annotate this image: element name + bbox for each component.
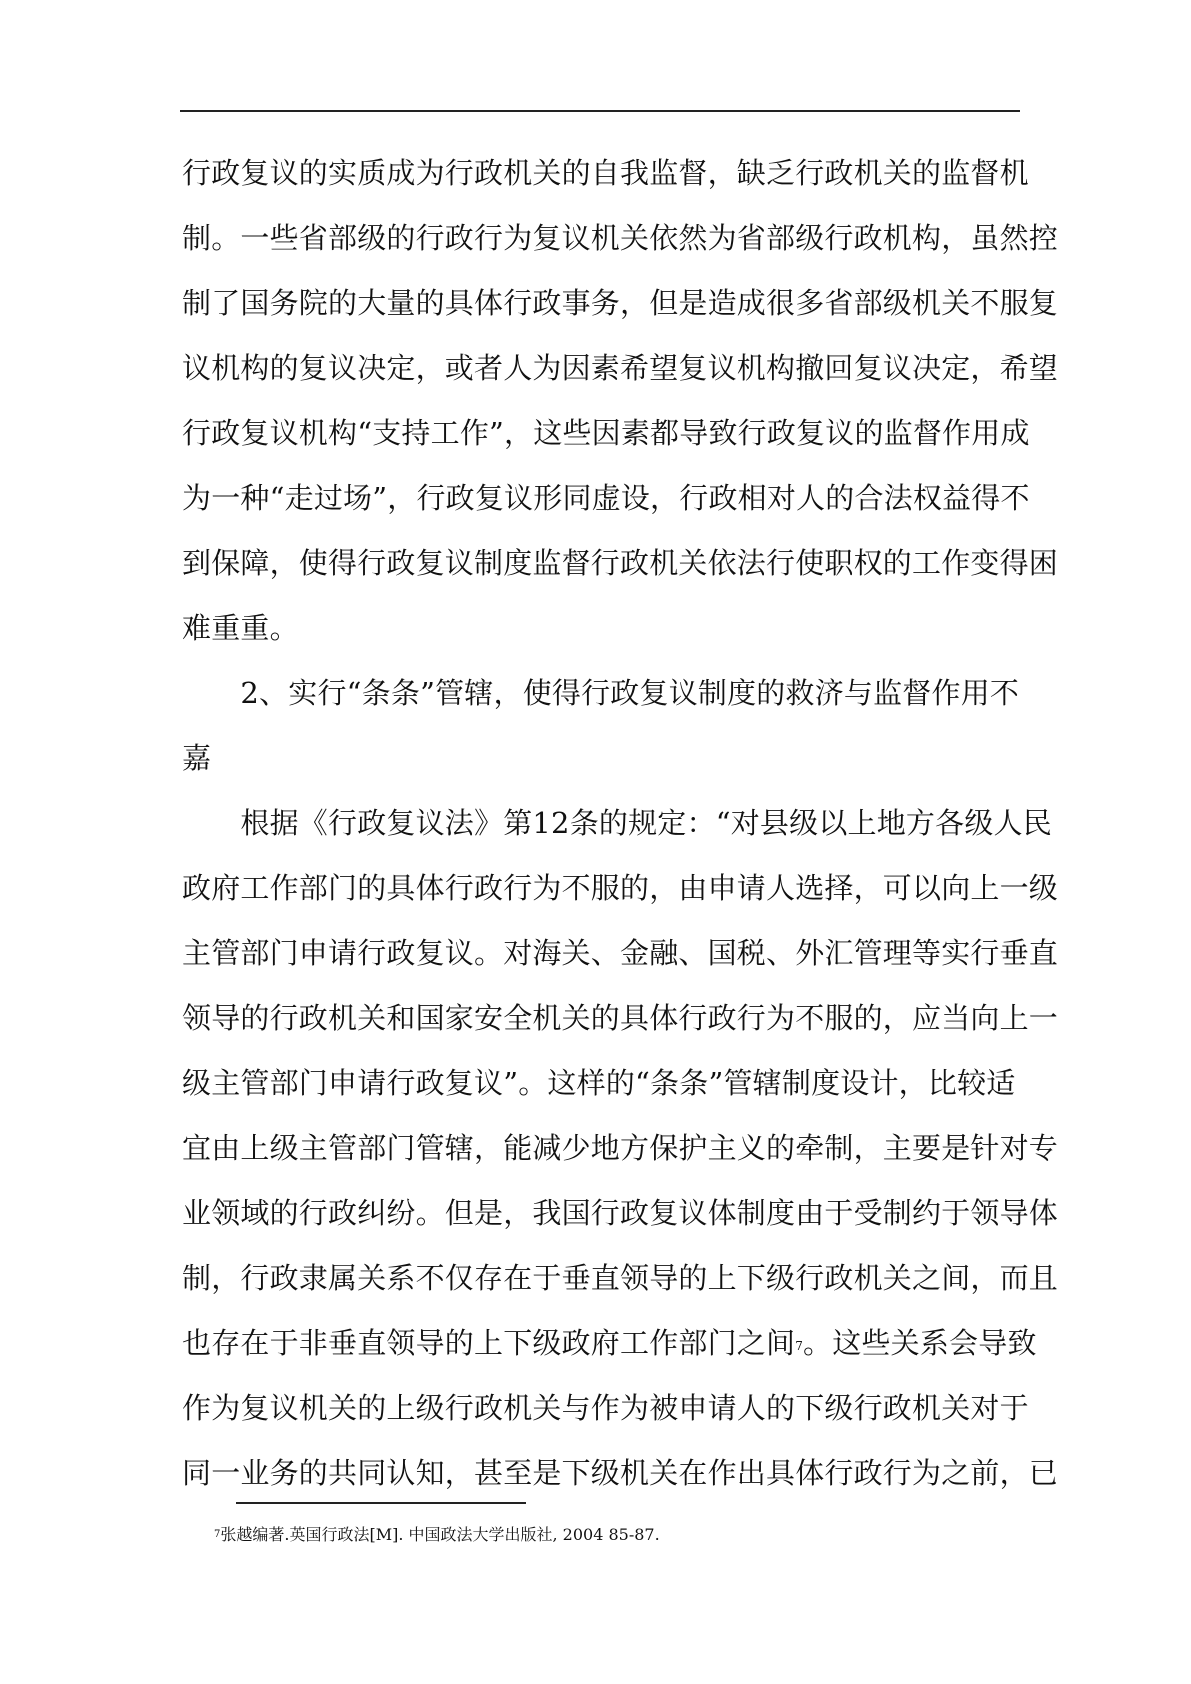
text-segment: 也存在于非垂直领导的上下级政府工作部门之间 bbox=[182, 1326, 796, 1360]
text-line: 政府工作部门的具体行政行为不服的，由申请人选择，可以向上一级 bbox=[182, 871, 1059, 905]
header-rule bbox=[180, 110, 1020, 112]
text-line: 领导的行政机关和国家安全机关的具体行政行为不服的，应当向上一 bbox=[182, 1001, 1059, 1035]
text-line: 议机构的复议决定，或者人为因素希望复议机构撤回复议决定，希望 bbox=[182, 351, 1059, 385]
text-line: 为一种“走过场”，行政复议形同虚设，行政相对人的合法权益得不 bbox=[182, 481, 1030, 515]
footnote-rule bbox=[236, 1502, 526, 1504]
text-line: 业领域的行政纠纷。但是，我国行政复议体制度由于受制约于领导体 bbox=[182, 1196, 1059, 1230]
body-text bbox=[182, 148, 1059, 1513]
footnote-text: 张越编著.英国行政法[M]. 中国政法大学出版社, 2004 85-87. bbox=[220, 1525, 660, 1544]
footnote-reference[interactable]: 7 bbox=[795, 1339, 804, 1353]
text-line: 主管部门申请行政复议。对海关、金融、国税、外汇管理等实行垂直 bbox=[182, 936, 1059, 970]
text-line: 制，行政隶属关系不仅存在于垂直领导的上下级行政机关之间，而且 bbox=[182, 1261, 1059, 1295]
text-line: 级主管部门申请行政复议”。这样的“条条”管辖制度设计，比较适 bbox=[182, 1066, 1016, 1100]
text-line: 作为复议机关的上级行政机关与作为被申请人的下级行政机关对于 bbox=[182, 1391, 1029, 1425]
section-heading-line: 2、实行“条条”管辖，使得行政复议制度的救济与监督作用不 bbox=[182, 676, 1020, 710]
text-line: 制了国务院的大量的具体行政事务，但是造成很多省部级机关不服复 bbox=[182, 286, 1059, 320]
text-segment: 。这些关系会导致 bbox=[803, 1326, 1037, 1360]
text-line: 行政复议的实质成为行政机关的自我监督，缺乏行政机关的监督机 bbox=[182, 156, 1029, 190]
text-line: 制。一些省部级的行政行为复议机关依然为省部级行政机构，虽然控 bbox=[182, 221, 1059, 255]
text-line: 难重重。 bbox=[182, 611, 299, 645]
text-line: 宜由上级主管部门管辖，能减少地方保护主义的牵制，主要是针对专 bbox=[182, 1131, 1059, 1165]
text-line: 到保障，使得行政复议制度监督行政机关依法行使职权的工作变得困 bbox=[182, 546, 1059, 580]
footnote bbox=[214, 1524, 1014, 1546]
section-heading-line: 嘉 bbox=[182, 741, 212, 775]
text-line: 同一业务的共同认知，甚至是下级机关在作出具体行政行为之前，已 bbox=[182, 1456, 1059, 1490]
text-line: 根据《行政复议法》第12条的规定：“对县级以上地方各级人民 bbox=[182, 806, 1052, 840]
text-line: 行政复议机构“支持工作”，这些因素都导致行政复议的监督作用成 bbox=[182, 416, 1030, 450]
text-line-with-footnote-ref bbox=[182, 1318, 1037, 1383]
footnote-mark: 7 bbox=[214, 1529, 221, 1540]
